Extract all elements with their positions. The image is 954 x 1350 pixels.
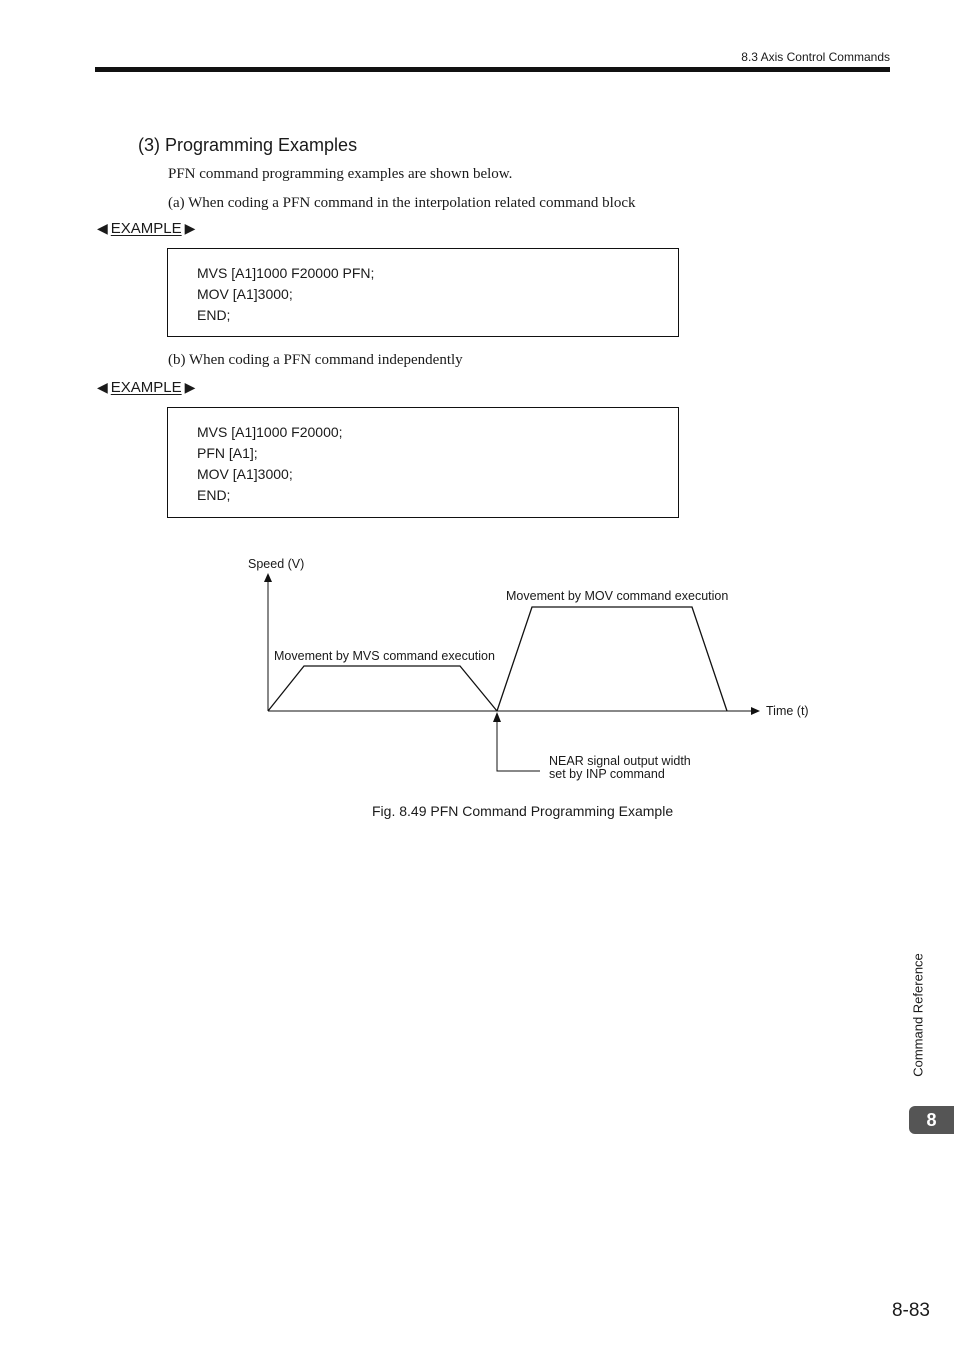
mov-label: Movement by MOV command execution	[506, 589, 729, 603]
code-box-a	[167, 248, 679, 337]
mvs-label: Movement by MVS command execution	[274, 649, 495, 663]
mov-speed-profile	[497, 607, 727, 711]
example-label: EXAMPLE	[110, 220, 182, 237]
left-triangle-icon: ◀	[97, 379, 108, 395]
right-triangle-icon: ▶	[184, 379, 196, 395]
code-line: MOV [A1]3000;	[197, 286, 293, 302]
x-axis-arrow-icon	[751, 707, 760, 715]
code-box-b	[167, 407, 679, 518]
right-triangle-icon: ▶	[184, 220, 196, 236]
y-axis-arrow-icon	[264, 573, 272, 582]
code-line: MOV [A1]3000;	[197, 466, 293, 482]
side-tab-label: Command Reference	[910, 953, 926, 1077]
header-section-ref: 8.3 Axis Control Commands	[741, 50, 890, 64]
near-label-line1: NEAR signal output width	[549, 754, 691, 768]
code-line: MVS [A1]1000 F20000 PFN;	[197, 265, 375, 281]
left-triangle-icon: ◀	[97, 220, 108, 236]
mvs-speed-profile	[268, 666, 497, 711]
chapter-tab: 8	[909, 1106, 954, 1134]
y-axis-label: Speed (V)	[248, 557, 305, 571]
header-rule	[95, 67, 890, 72]
section-title: (3) Programming Examples	[138, 135, 358, 155]
near-label-line2: set by INP command	[549, 767, 665, 781]
code-line: MVS [A1]1000 F20000;	[197, 424, 343, 440]
page-number: 8-83	[891, 1300, 930, 1321]
case-b-text: (b) When coding a PFN command independently	[168, 352, 463, 368]
speed-time-diagram	[0, 540, 954, 800]
code-line: END;	[197, 487, 231, 503]
x-axis-label: Time (t)	[766, 704, 809, 718]
near-leader-line	[497, 722, 540, 771]
example-label: EXAMPLE	[110, 379, 182, 396]
code-line: PFN [A1];	[197, 445, 258, 461]
intro-text: PFN command programming examples are shown below.	[168, 166, 513, 182]
near-pointer-arrow-icon	[493, 712, 501, 722]
figure-caption: Fig. 8.49 PFN Command Programming Example	[372, 803, 674, 819]
case-a-text: (a) When coding a PFN command in the interpolation related command block	[168, 195, 636, 211]
example-tag-a	[97, 220, 195, 237]
code-line: END;	[197, 307, 231, 323]
example-tag-b	[97, 379, 195, 396]
